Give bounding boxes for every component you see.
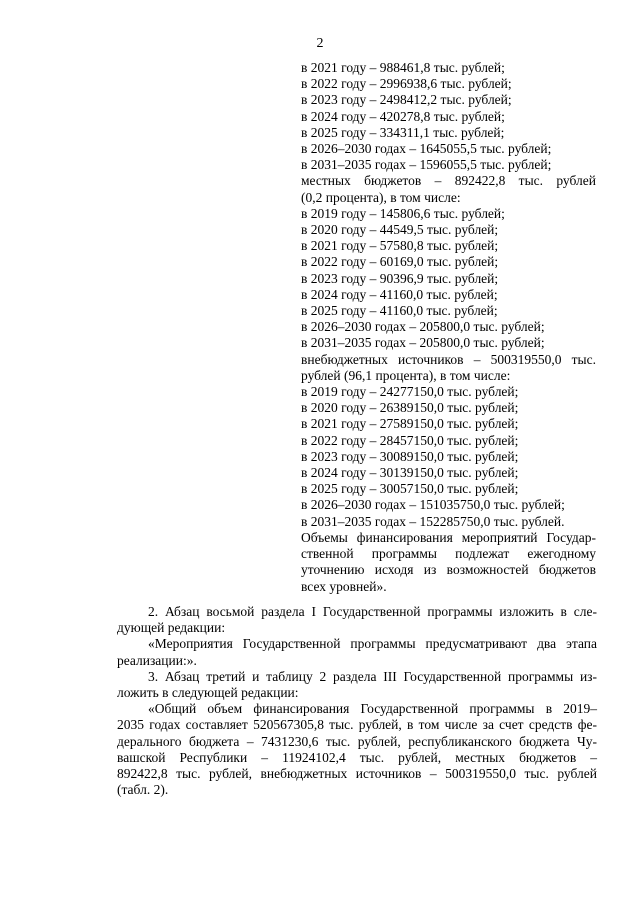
column-line: в 2020 году – 44549,5 тыс. рублей; — [301, 222, 499, 238]
column-line: внебюджетных источников – 500319550,0 тыс. — [301, 351, 596, 367]
column-line: в 2021 году – 57580,8 тыс. рублей; — [301, 238, 499, 254]
column-line: в 2031–2035 годах – 205800,0 тыс. рублей; — [301, 335, 545, 351]
body-line: 2. Абзац восьмой раздела I Государственной программы изложить в сле- — [148, 604, 597, 619]
column-line: в 2025 году – 334311,1 тыс. рублей; — [301, 124, 505, 140]
column-line: в 2026–2030 годах – 1645055,5 тыс. рублей; — [301, 141, 552, 157]
column-line: в 2022 году – 60169,0 тыс. рублей; — [301, 254, 499, 270]
column-line: в 2024 году – 420278,8 тыс. рублей; — [301, 108, 505, 124]
column-line: в 2031–2035 годах – 152285750,0 тыс. рублей. — [301, 513, 565, 529]
column-line: в 2025 году – 41160,0 тыс. рублей; — [301, 303, 498, 319]
column-line: уточнению исходя из возможностей бюджетов — [301, 562, 596, 578]
body-line: (табл. 2). — [117, 782, 169, 798]
body-line: реализации:». — [117, 652, 197, 668]
body-line: 892422,8 тыс. рублей, внебюджетных источников – 500319550,0 тыс. рублей — [117, 766, 597, 782]
column-line: в 2026–2030 годах – 205800,0 тыс. рублей; — [301, 319, 545, 335]
column-line: местных бюджетов – 892422,8 тыс. рублей — [301, 173, 596, 189]
column-line: в 2019 году – 145806,6 тыс. рублей; — [301, 205, 505, 221]
column-line: в 2022 году – 28457150,0 тыс. рублей; — [301, 432, 519, 448]
column-line: в 2024 году – 41160,0 тыс. рублей; — [301, 286, 498, 302]
column-line: в 2025 году – 30057150,0 тыс. рублей; — [301, 481, 519, 497]
column-line: ственной программы подлежат ежегодному — [301, 546, 596, 562]
column-line: в 2020 году – 26389150,0 тыс. рублей; — [301, 400, 519, 416]
column-line: в 2031–2035 годах – 1596055,5 тыс. рублей; — [301, 157, 552, 173]
column-line: в 2023 году – 30089150,0 тыс. рублей; — [301, 448, 519, 464]
column-line: (0,2 процента), в том числе: — [301, 189, 461, 205]
body-line: дующей редакции: — [117, 620, 226, 636]
body-line: «Общий объем финансирования Государственной программы в 2019– — [148, 701, 597, 717]
column-line: в 2021 году – 988461,8 тыс. рублей; — [301, 60, 505, 75]
body-line: дерального бюджета – 7431230,6 тыс. рублей, республиканского бюджета Чу- — [117, 733, 597, 749]
body-line: ложить в следующей редакции: — [117, 685, 299, 701]
financing-column — [301, 60, 596, 595]
amendments-text — [117, 604, 597, 798]
column-line: в 2021 году – 27589150,0 тыс. рублей; — [301, 416, 519, 432]
body-line: 3. Абзац третий и таблицу 2 раздела III Государственной программы из- — [148, 668, 597, 684]
column-line: в 2022 году – 2996938,6 тыс. рублей; — [301, 76, 512, 92]
page-number: 2 — [316, 36, 324, 51]
column-line: в 2024 году – 30139150,0 тыс. рублей; — [301, 465, 519, 481]
body-line: «Мероприятия Государственной программы предусматривают два этапа — [148, 636, 597, 652]
column-line: всех уровней». — [301, 578, 387, 594]
column-line: рублей (96,1 процента), в том числе: — [301, 367, 511, 383]
body-line: вашской Республики – 11924102,4 тыс. рублей, местных бюджетов – — [117, 749, 597, 765]
column-line: в 2023 году – 90396,9 тыс. рублей; — [301, 270, 499, 286]
column-line: в 2026–2030 годах – 151035750,0 тыс. рублей; — [301, 497, 565, 513]
body-line: 2035 годах составляет 520567305,8 тыс. рублей, в том числе за счет средств фе- — [117, 717, 597, 733]
column-line: в 2019 году – 24277150,0 тыс. рублей; — [301, 384, 519, 400]
column-line: в 2023 году – 2498412,2 тыс. рублей; — [301, 92, 512, 108]
column-line: Объемы финансирования мероприятий Государ- — [301, 529, 596, 545]
